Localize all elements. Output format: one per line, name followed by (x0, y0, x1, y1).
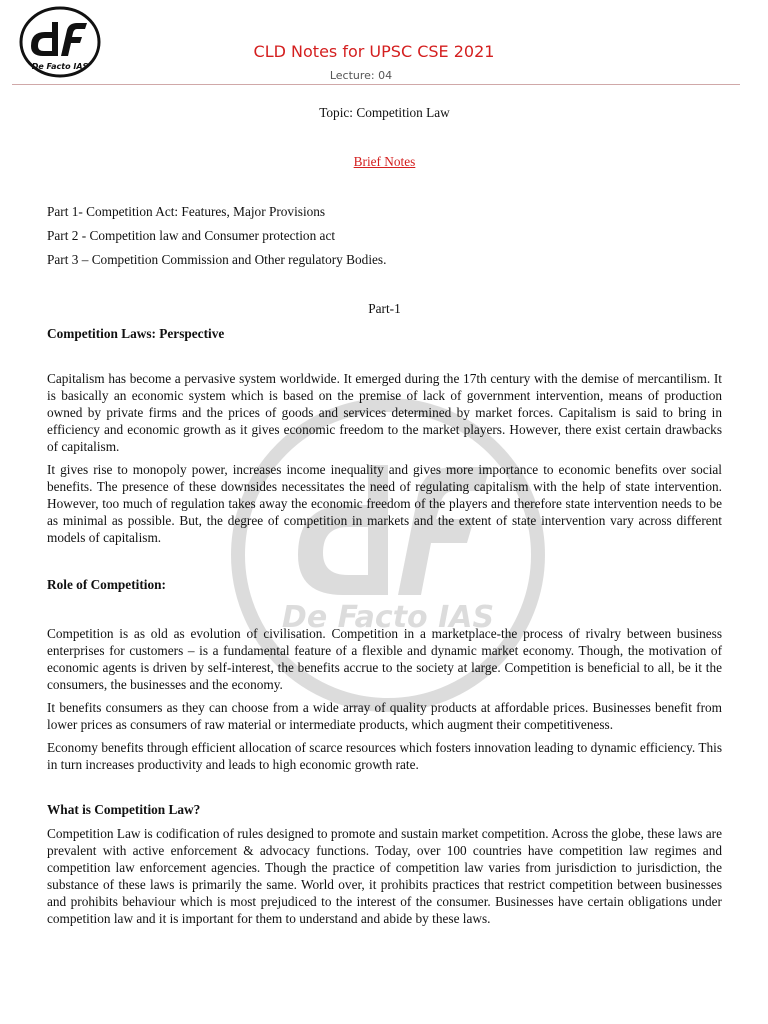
lecture-number: Lecture: 04 (329, 69, 393, 82)
paragraph: Competition Law is codification of rules designed to promote and sustain market competition. Across the globe, these laws are prevalent with active enforcement & advocacy functions. Today, over 100 countries have competition law regimes and competition law enforcement agencies. Though the practice of competition law varies from jurisdiction to jurisdiction, the substance of these laws is primarily the same. World over, it prohibits practices that restrict competition between businesses and prohibits behaviour which is most prejudiced to the interest of the consumer. Businesses have certain obligations under competition law and it is important for them to understand and abide by these laws. (47, 826, 722, 926)
paragraph: It gives rise to monopoly power, increases income inequality and gives more importance to economic benefits over social benefits. The presence of these downsides necessitates the need of regulating capitalism with the help of state intervention. However, too much of regulation takes away the economic freedom of the players and therefore state intervention needs to be as minimal as possible. But, the degree of competition in markets and the extent of state intervention vary across different models of capitalism. (47, 462, 722, 545)
document-body (47, 104, 722, 927)
parts-list (47, 200, 722, 272)
part-item: Part 3 – Competition Commission and Other regulatory Bodies. (47, 252, 387, 267)
svg-text:De Facto IAS: De Facto IAS (281, 600, 495, 635)
role-heading: Role of Competition: (47, 577, 166, 592)
part-item: Part 2 - Competition law and Consumer protection act (47, 228, 336, 243)
brief-notes-heading: Brief Notes (353, 154, 416, 169)
part-item: Part 1- Competition Act: Features, Major Provisions (47, 204, 326, 219)
paragraph: Economy benefits through efficient allocation of scarce resources which fosters innovation leading to dynamic efficiency. This in turn increases productivity and leads to high economic growth rate. (47, 740, 722, 772)
topic-heading: Topic: Competition Law (319, 105, 450, 120)
what-heading: What is Competition Law? (47, 802, 201, 817)
paragraph: Capitalism has become a pervasive system worldwide. It emerged during the 17th century with the demise of mercantilism. It is basically an economic system which is based on the premise of lack of government intervention, means of production owned by private firms and the prices of goods and services determined by market forces. Capitalism is said to bring in efficiency and economic growth as it gives economic freedom to the market players. However, there exist certain drawbacks of capitalism. (47, 371, 722, 454)
svg-text:De Facto IAS: De Facto IAS (31, 62, 89, 71)
part-1-label: Part-1 (368, 301, 401, 316)
paragraph: It benefits consumers as they can choose from a wide array of quality products at affordable prices. Businesses benefit from lower prices as consumers of raw material or intermediate products, which augment their competitiveness. (47, 700, 722, 732)
paragraph: Competition is as old as evolution of civilisation. Competition in a marketplace-the process of rivalry between business enterprises for customers – is a fundamental feature of a flexible and dynamic market economy. Though, the motivation of economic agents is driven by self-interest, the benefits accrue to the society at large. Competition is beneficial to all, be it the consumers, the businesses and the economy. (47, 626, 722, 692)
perspective-heading: Competition Laws: Perspective (47, 326, 225, 341)
document-title: CLD Notes for UPSC CSE 2021 (253, 42, 495, 61)
header-divider (12, 84, 740, 85)
